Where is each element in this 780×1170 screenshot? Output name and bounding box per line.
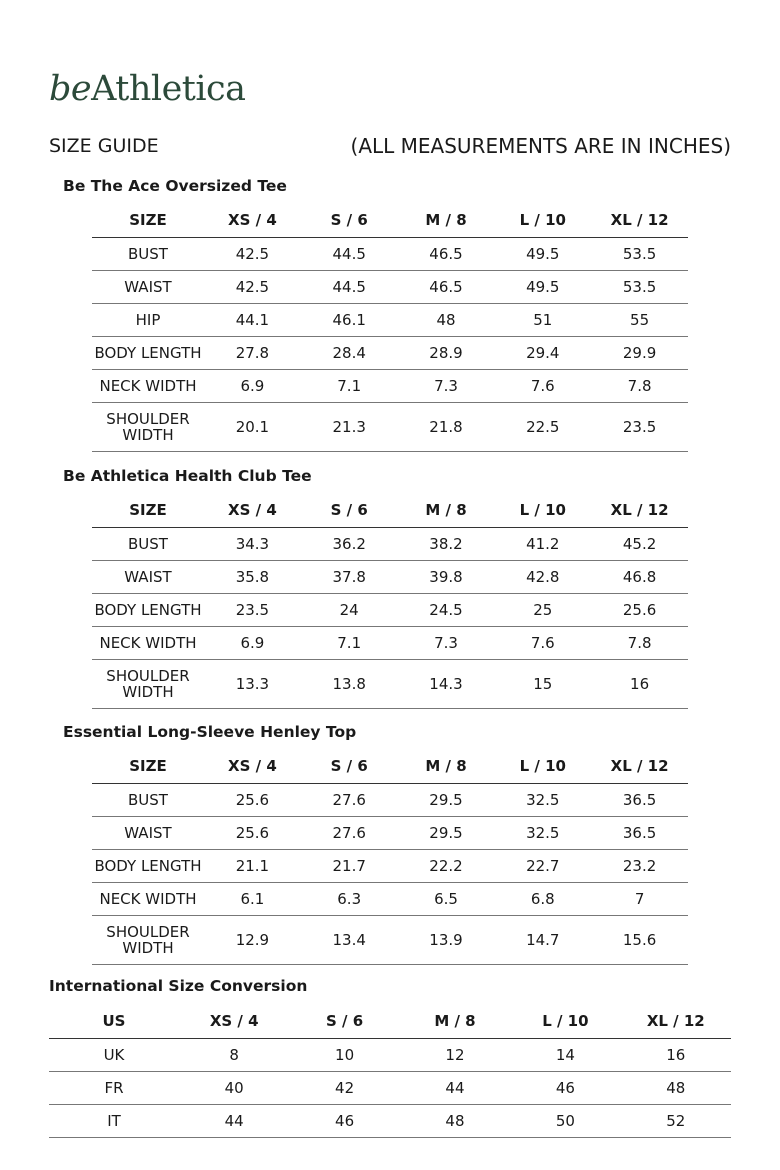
table-row [92, 304, 688, 337]
table-cell: 53.5 [591, 271, 688, 304]
table-cell: 44.5 [301, 271, 398, 304]
header-row [92, 748, 688, 784]
table-row [92, 817, 688, 850]
row-label: NECK WIDTH [92, 627, 204, 660]
table-cell: 46 [510, 1072, 620, 1105]
conversion-title: International Size Conversion [49, 977, 308, 995]
table-row [92, 627, 688, 660]
size-table [92, 748, 688, 965]
table-cell: 21.1 [204, 850, 301, 883]
header-cell: SIZE [92, 748, 204, 784]
table-cell: 46.8 [591, 561, 688, 594]
table-cell: 15.6 [591, 916, 688, 965]
table-cell: 32.5 [494, 817, 591, 850]
table-cell: 21.8 [398, 403, 495, 452]
table-cell: 49.5 [494, 238, 591, 271]
table-cell: 25.6 [591, 594, 688, 627]
table-cell: 42 [289, 1072, 399, 1105]
table-cell: 23.2 [591, 850, 688, 883]
table-cell: 42.5 [204, 238, 301, 271]
header-cell: XL / 12 [621, 1004, 731, 1039]
table-cell: 27.6 [301, 784, 398, 817]
table-cell: 29.4 [494, 337, 591, 370]
table-cell: 7 [591, 883, 688, 916]
table-cell: 7.6 [494, 627, 591, 660]
table-cell: 14.3 [398, 660, 495, 709]
table-cell: 14 [510, 1039, 620, 1072]
row-label: SHOULDER WIDTH [92, 660, 204, 709]
table-cell: 38.2 [398, 528, 495, 561]
table-cell: 25 [494, 594, 591, 627]
table-cell: 6.9 [204, 370, 301, 403]
table-cell: 27.6 [301, 817, 398, 850]
table-row [49, 1105, 731, 1138]
row-label: FR [49, 1072, 179, 1105]
table-cell: 21.3 [301, 403, 398, 452]
table-cell: 39.8 [398, 561, 495, 594]
table-cell: 34.3 [204, 528, 301, 561]
row-label: UK [49, 1039, 179, 1072]
table-row [92, 403, 688, 452]
row-label: BODY LENGTH [92, 337, 204, 370]
table-cell: 12.9 [204, 916, 301, 965]
table-row [92, 594, 688, 627]
header-row [49, 1004, 731, 1039]
table-cell: 6.3 [301, 883, 398, 916]
row-label: BUST [92, 784, 204, 817]
row-label: NECK WIDTH [92, 370, 204, 403]
table-cell: 53.5 [591, 238, 688, 271]
table-cell: 46.5 [398, 238, 495, 271]
table-cell: 7.3 [398, 370, 495, 403]
table-cell: 8 [179, 1039, 289, 1072]
guide-title: SIZE GUIDE [49, 135, 159, 157]
table-cell: 7.8 [591, 370, 688, 403]
table-cell: 23.5 [591, 403, 688, 452]
table-title: Be Athletica Health Club Tee [63, 467, 312, 485]
table-cell: 13.4 [301, 916, 398, 965]
row-label: SHOULDER WIDTH [92, 403, 204, 452]
table-row [92, 337, 688, 370]
table-cell: 36.5 [591, 817, 688, 850]
table-cell: 32.5 [494, 784, 591, 817]
header-cell: L / 10 [510, 1004, 620, 1039]
header-cell: XS / 4 [204, 202, 301, 238]
table-cell: 16 [591, 660, 688, 709]
table-row [49, 1039, 731, 1072]
table-cell: 16 [621, 1039, 731, 1072]
header-cell: S / 6 [301, 492, 398, 528]
table-cell: 37.8 [301, 561, 398, 594]
header-cell: XL / 12 [591, 202, 688, 238]
table-title: Essential Long-Sleeve Henley Top [63, 723, 357, 741]
header-cell: S / 6 [301, 202, 398, 238]
table-cell: 15 [494, 660, 591, 709]
table-row [92, 916, 688, 965]
table-cell: 14.7 [494, 916, 591, 965]
table-row [92, 784, 688, 817]
row-label: WAIST [92, 271, 204, 304]
table-cell: 6.9 [204, 627, 301, 660]
header-cell: XS / 4 [179, 1004, 289, 1039]
table-cell: 6.8 [494, 883, 591, 916]
table-cell: 50 [510, 1105, 620, 1138]
header-cell: M / 8 [400, 1004, 510, 1039]
table-cell: 35.8 [204, 561, 301, 594]
table-cell: 24 [301, 594, 398, 627]
table-cell: 7.8 [591, 627, 688, 660]
table-cell: 40 [179, 1072, 289, 1105]
header-cell: L / 10 [494, 748, 591, 784]
table-cell: 13.3 [204, 660, 301, 709]
table-cell: 25.6 [204, 784, 301, 817]
header-cell: M / 8 [398, 202, 495, 238]
table-cell: 44 [179, 1105, 289, 1138]
row-label: NECK WIDTH [92, 883, 204, 916]
table-cell: 48 [398, 304, 495, 337]
table-cell: 42.8 [494, 561, 591, 594]
size-table [92, 202, 688, 452]
table-cell: 42.5 [204, 271, 301, 304]
row-label: BODY LENGTH [92, 850, 204, 883]
table-cell: 36.2 [301, 528, 398, 561]
header-cell: US [49, 1004, 179, 1039]
table-cell: 13.8 [301, 660, 398, 709]
header-cell: S / 6 [301, 748, 398, 784]
header-cell: L / 10 [494, 492, 591, 528]
table-cell: 46.5 [398, 271, 495, 304]
table-cell: 28.9 [398, 337, 495, 370]
table-row [92, 850, 688, 883]
table-cell: 29.5 [398, 784, 495, 817]
row-label: BODY LENGTH [92, 594, 204, 627]
header-cell: S / 6 [289, 1004, 399, 1039]
table-row [92, 271, 688, 304]
table-title: Be The Ace Oversized Tee [63, 177, 287, 195]
table-cell: 41.2 [494, 528, 591, 561]
table-cell: 6.1 [204, 883, 301, 916]
table-cell: 44 [400, 1072, 510, 1105]
table-cell: 44.5 [301, 238, 398, 271]
table-cell: 28.4 [301, 337, 398, 370]
table-cell: 27.8 [204, 337, 301, 370]
table-row [92, 528, 688, 561]
table-cell: 29.9 [591, 337, 688, 370]
table-cell: 22.5 [494, 403, 591, 452]
size-table [92, 492, 688, 709]
row-label: HIP [92, 304, 204, 337]
table-cell: 20.1 [204, 403, 301, 452]
header-cell: XS / 4 [204, 748, 301, 784]
header-cell: M / 8 [398, 492, 495, 528]
table-cell: 7.6 [494, 370, 591, 403]
header-cell: L / 10 [494, 202, 591, 238]
table-cell: 7.3 [398, 627, 495, 660]
table-cell: 46 [289, 1105, 399, 1138]
table-cell: 12 [400, 1039, 510, 1072]
table-cell: 24.5 [398, 594, 495, 627]
header-cell: XL / 12 [591, 492, 688, 528]
table-cell: 49.5 [494, 271, 591, 304]
row-label: BUST [92, 238, 204, 271]
table-cell: 36.5 [591, 784, 688, 817]
header-cell: XL / 12 [591, 748, 688, 784]
table-cell: 7.1 [301, 370, 398, 403]
row-label: WAIST [92, 561, 204, 594]
table-cell: 10 [289, 1039, 399, 1072]
row-label: BUST [92, 528, 204, 561]
table-row [92, 370, 688, 403]
table-row [49, 1072, 731, 1105]
table-cell: 48 [621, 1072, 731, 1105]
header-cell: M / 8 [398, 748, 495, 784]
row-label: SHOULDER WIDTH [92, 916, 204, 965]
header-cell: SIZE [92, 202, 204, 238]
conversion-table [49, 1004, 731, 1138]
table-row [92, 660, 688, 709]
units-note: (ALL MEASUREMENTS ARE IN INCHES) [350, 134, 731, 158]
table-cell: 7.1 [301, 627, 398, 660]
table-cell: 52 [621, 1105, 731, 1138]
brand-logo-suffix: Athletica [91, 69, 246, 109]
header-row [92, 202, 688, 238]
table-cell: 22.7 [494, 850, 591, 883]
table-cell: 23.5 [204, 594, 301, 627]
brand-logo [49, 69, 246, 109]
table-cell: 51 [494, 304, 591, 337]
table-cell: 29.5 [398, 817, 495, 850]
table-cell: 44.1 [204, 304, 301, 337]
row-label: IT [49, 1105, 179, 1138]
table-cell: 13.9 [398, 916, 495, 965]
header-row [92, 492, 688, 528]
row-label: WAIST [92, 817, 204, 850]
brand-logo-prefix: be [49, 69, 92, 109]
table-cell: 55 [591, 304, 688, 337]
table-cell: 48 [400, 1105, 510, 1138]
table-row [92, 561, 688, 594]
table-cell: 6.5 [398, 883, 495, 916]
table-row [92, 238, 688, 271]
table-cell: 25.6 [204, 817, 301, 850]
table-cell: 45.2 [591, 528, 688, 561]
header-cell: SIZE [92, 492, 204, 528]
header-cell: XS / 4 [204, 492, 301, 528]
table-cell: 21.7 [301, 850, 398, 883]
table-row [92, 883, 688, 916]
table-cell: 22.2 [398, 850, 495, 883]
table-cell: 46.1 [301, 304, 398, 337]
